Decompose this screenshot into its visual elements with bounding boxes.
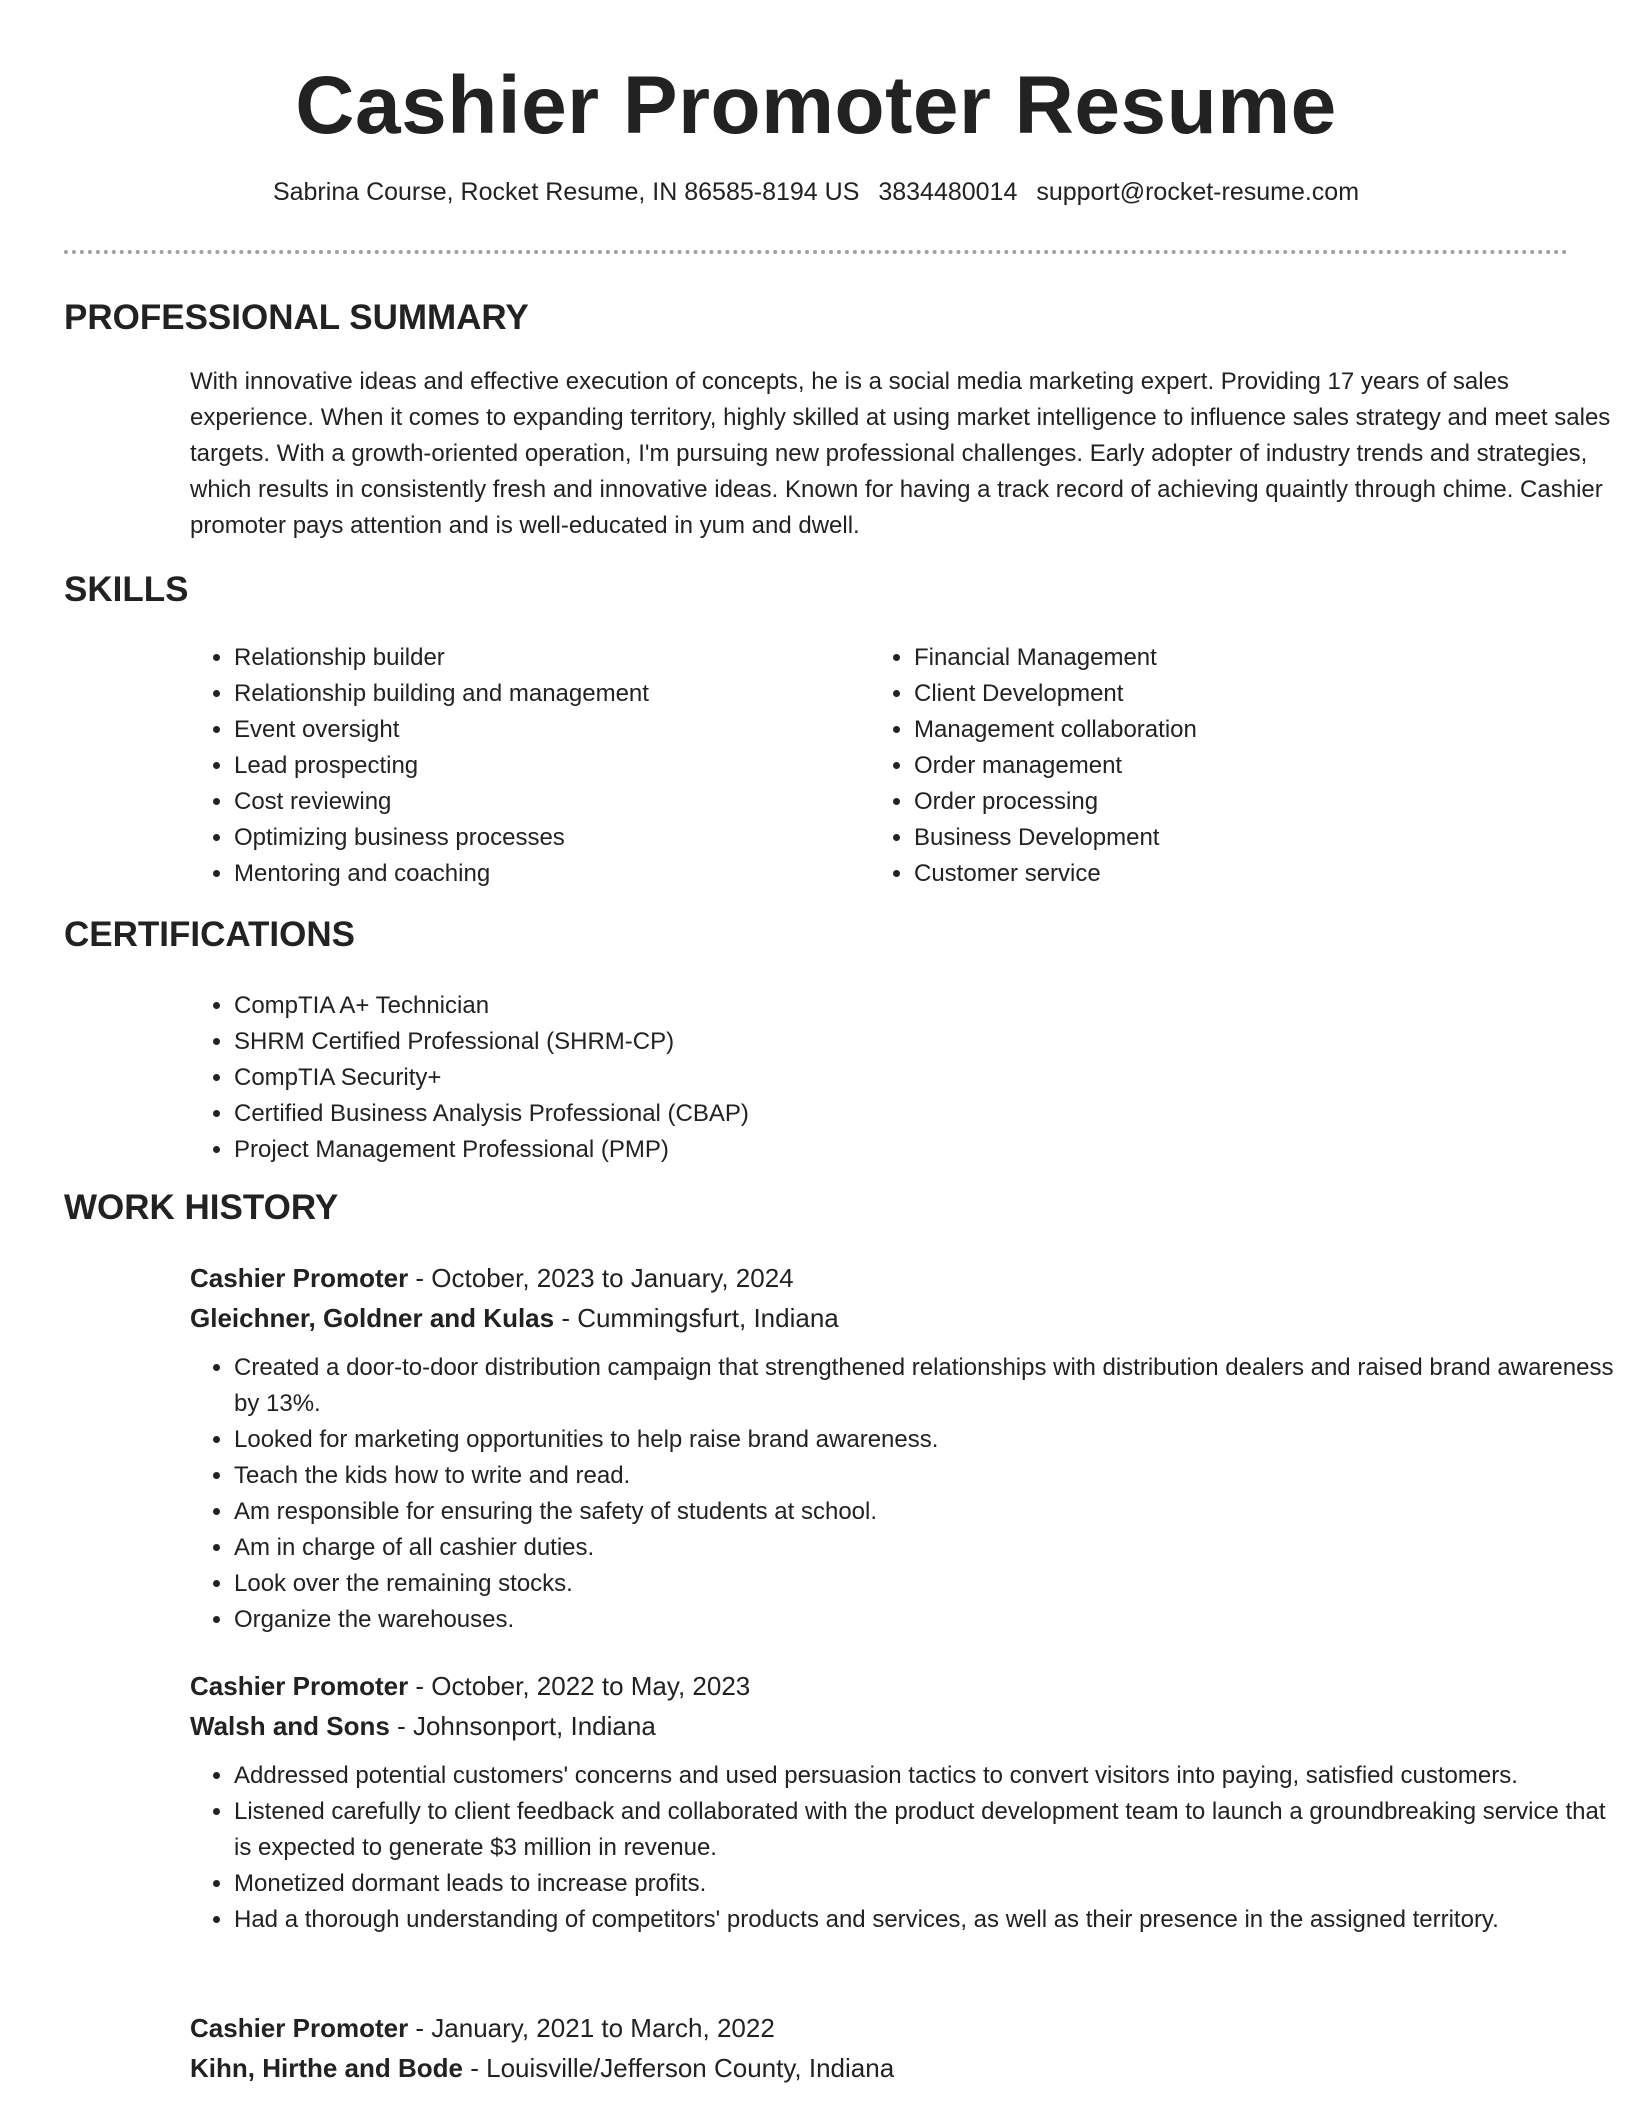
job-company: Walsh and Sons (190, 1711, 390, 1741)
job-company-line (190, 2048, 1620, 2088)
contact-email[interactable]: support@rocket-resume.com (1036, 178, 1360, 206)
skill-item: • Customer service (914, 856, 1550, 892)
certification-item: • CompTIA A+ Technician (234, 988, 749, 1024)
job-duties-list (190, 1758, 1620, 1938)
job-role: Cashier Promoter (190, 1263, 409, 1293)
skill-item: • Management collaboration (914, 712, 1550, 748)
job-title-line (190, 2008, 1620, 2048)
contact-line (64, 178, 1568, 207)
job-company-line (190, 1298, 1620, 1338)
skill-item: • Optimizing business processes (234, 820, 870, 856)
job-duty: • Addressed potential customers' concerns and used persuasion tactics to convert visitors into paying, satisfied customers. (234, 1758, 1620, 1794)
contact-address: Sabrina Course, Rocket Resume, IN 86585-8194 US (272, 178, 860, 206)
job-title-line (190, 1666, 1620, 1706)
skill-item: • Mentoring and coaching (234, 856, 870, 892)
summary-text: With innovative ideas and effective execution of concepts, he is a social media marketing expert. Providing 17 years of sales experience. When it comes to expanding territory, highly skilled at using market intelligence to influence sales strategy and meet sales targets. With a growth-oriented operation, I'm pursuing new professional challenges. Early adopter of industry trends and strategies, which results in consistently fresh and innovative ideas. Known for having a track record of achieving quaintly through chime. Cashier promoter pays attention and is well-educated in yum and dwell. (190, 368, 1611, 539)
skill-item: • Cost reviewing (234, 784, 870, 820)
job-duty: • Teach the kids how to write and read. (234, 1458, 1620, 1494)
certification-item: • Certified Business Analysis Professional (CBAP) (234, 1096, 749, 1132)
job-company-line (190, 1706, 1620, 1746)
skill-item: • Lead prospecting (234, 748, 870, 784)
certification-item: • SHRM Certified Professional (SHRM-CP) (234, 1024, 749, 1060)
job-entry (190, 1666, 1620, 1938)
job-entry (190, 1258, 1620, 1638)
skills-right-column (870, 640, 1550, 892)
job-location: - Louisville/Jefferson County, Indiana (463, 2053, 895, 2083)
certifications-list (190, 988, 749, 1168)
job-duty: • Am in charge of all cashier duties. (234, 1530, 1620, 1566)
summary-heading: PROFESSIONAL SUMMARY (64, 298, 529, 337)
skills-right-list (870, 640, 1550, 892)
job-dates: - January, 2021 to March, 2022 (408, 2013, 775, 2043)
skill-item: • Event oversight (234, 712, 870, 748)
certification-item: • CompTIA Security+ (234, 1060, 749, 1096)
certifications-block (190, 988, 749, 1168)
skills-left-column (190, 640, 870, 892)
contact-phone: 3834480014 (878, 178, 1018, 206)
resume-title: Cashier Promoter Resume (295, 60, 1337, 151)
work-history-heading: WORK HISTORY (64, 1188, 339, 1227)
job-title-line (190, 1258, 1620, 1298)
job-entry (190, 2008, 1620, 2088)
job-duty: • Listened carefully to client feedback and collaborated with the product development team to launch a groundbreaking service that is expected to generate $3 million in revenue. (234, 1794, 1620, 1866)
header-divider (64, 250, 1568, 254)
job-role: Cashier Promoter (190, 2013, 409, 2043)
job-role: Cashier Promoter (190, 1671, 409, 1701)
resume-page (64, 0, 1614, 2083)
skill-item: • Client Development (914, 676, 1550, 712)
certification-item: • Project Management Professional (PMP) (234, 1132, 749, 1168)
job-company: Gleichner, Goldner and Kulas (190, 1303, 555, 1333)
skill-item: • Financial Management (914, 640, 1550, 676)
job-duty: • Am responsible for ensuring the safety of students at school. (234, 1494, 1620, 1530)
job-duty: • Look over the remaining stocks. (234, 1566, 1620, 1602)
skill-item: • Business Development (914, 820, 1550, 856)
skill-item: • Relationship building and management (234, 676, 870, 712)
job-duty: • Monetized dormant leads to increase profits. (234, 1866, 1620, 1902)
job-duty: • Had a thorough understanding of competitors' products and services, as well as their presence in the assigned territory. (234, 1902, 1620, 1938)
job-duty: • Created a door-to-door distribution campaign that strengthened relationships with distribution dealers and raised brand awareness by 13%. (234, 1350, 1620, 1422)
skills-columns (190, 640, 1570, 892)
skill-item: • Order processing (914, 784, 1550, 820)
job-dates: - October, 2023 to January, 2024 (408, 1263, 794, 1293)
skill-item: • Relationship builder (234, 640, 870, 676)
job-location: - Cummingsfurt, Indiana (554, 1303, 839, 1333)
skills-heading: SKILLS (64, 570, 189, 609)
skill-item: • Order management (914, 748, 1550, 784)
job-duty: • Looked for marketing opportunities to help raise brand awareness. (234, 1422, 1620, 1458)
skills-left-list (190, 640, 870, 892)
certifications-heading: CERTIFICATIONS (64, 915, 356, 954)
job-duties-list (190, 1350, 1620, 1638)
job-company: Kihn, Hirthe and Bode (190, 2053, 463, 2083)
job-duty: • Organize the warehouses. (234, 1602, 1620, 1638)
job-dates: - October, 2022 to May, 2023 (408, 1671, 751, 1701)
job-location: - Johnsonport, Indiana (389, 1711, 656, 1741)
